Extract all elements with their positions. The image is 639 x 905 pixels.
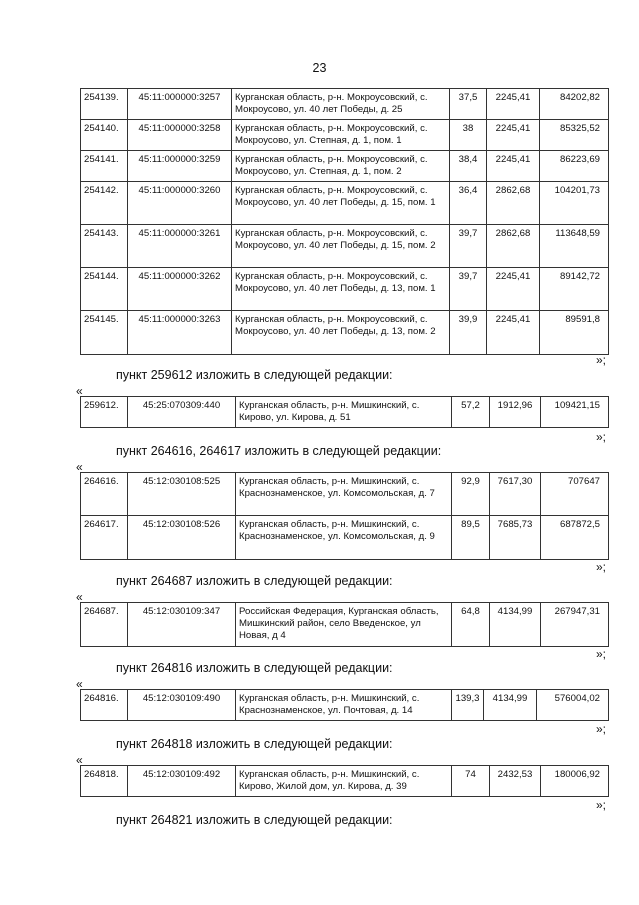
address: Курганская область, р-н. Мишкинский, с. Краснознаменское, ул. Комсомольская, д. 9 — [236, 516, 452, 560]
area: 36,4 — [450, 182, 487, 225]
address: Курганская область, р-н. Мокроусовский, с. Мокроусово, ул. 40 лет Победы, д. 13, пом. 1 — [232, 268, 450, 311]
table-row — [81, 766, 609, 797]
address: Курганская область, р-н. Мокроусовский, с. Мокроусово, ул. 40 лет Победы, д. 15, пом. 1 — [232, 182, 450, 225]
opening-quote: « — [76, 460, 83, 474]
rate: 4134,99 — [490, 603, 541, 647]
total: 267947,31 — [541, 603, 609, 647]
area: 37,5 — [450, 89, 487, 120]
cadastral-number: 45:11:000000:3263 — [128, 311, 232, 355]
opening-quote: « — [76, 753, 83, 767]
total: 576004,02 — [537, 690, 609, 721]
table-row — [81, 397, 609, 428]
closing-quote: »; — [595, 430, 606, 444]
address: Курганская область, р-н. Мокроусовский, с. Мокроусово, ул. 40 лет Победы, д. 25 — [232, 89, 450, 120]
area: 38,4 — [450, 151, 487, 182]
table-row — [81, 225, 609, 268]
rate: 2245,41 — [487, 120, 540, 151]
total: 707647 — [541, 473, 609, 516]
rate: 2245,41 — [487, 89, 540, 120]
row-number: 254144. — [81, 268, 128, 311]
rate: 4134,99 — [484, 690, 537, 721]
cadastral-number: 45:12:030109:492 — [128, 766, 236, 797]
total: 113648,59 — [540, 225, 609, 268]
address: Курганская область, р-н. Мокроусовский, с. Мокроусово, ул. Степная, д. 1, пом. 2 — [232, 151, 450, 182]
rate: 2245,41 — [487, 311, 540, 355]
total: 86223,69 — [540, 151, 609, 182]
paragraph-264818: пункт 264818 изложить в следующей редакции: — [116, 737, 393, 751]
table-1 — [80, 88, 609, 355]
closing-quote: »; — [595, 798, 606, 812]
paragraph-264821: пункт 264821 изложить в следующей редакции: — [116, 813, 393, 827]
cadastral-number: 45:12:030108:525 — [128, 473, 236, 516]
row-number: 254141. — [81, 151, 128, 182]
address: Российская Федерация, Курганская область, Мишкинский район, село Введенское, ул Новая, д 4 — [236, 603, 452, 647]
row-number: 254142. — [81, 182, 128, 225]
paragraph-264687: пункт 264687 изложить в следующей редакции: — [116, 574, 393, 588]
area: 38 — [450, 120, 487, 151]
closing-quote: »; — [595, 647, 606, 661]
table-4 — [80, 602, 609, 647]
area: 92,9 — [452, 473, 490, 516]
paragraph-259612: пункт 259612 изложить в следующей редакции: — [116, 368, 393, 382]
rate: 2245,41 — [487, 268, 540, 311]
address: Курганская область, р-н. Мокроусовский, с. Мокроусово, ул. Степная, д. 1, пом. 1 — [232, 120, 450, 151]
page-number: 23 — [312, 61, 327, 75]
address: Курганская область, р-н. Мишкинский, с. Краснознаменское, ул. Комсомольская, д. 7 — [236, 473, 452, 516]
cadastral-number: 45:11:000000:3261 — [128, 225, 232, 268]
closing-quote: »; — [595, 353, 606, 367]
table-row — [81, 120, 609, 151]
area: 39,9 — [450, 311, 487, 355]
table-row — [81, 89, 609, 120]
cadastral-number: 45:11:000000:3257 — [128, 89, 232, 120]
address: Курганская область, р-н. Мишкинский, с. Кирово, ул. Кирова, д. 51 — [236, 397, 452, 428]
closing-quote: »; — [595, 560, 606, 574]
table-row — [81, 473, 609, 516]
table-2 — [80, 396, 609, 428]
closing-quote: »; — [595, 722, 606, 736]
table-row — [81, 603, 609, 647]
row-number: 254145. — [81, 311, 128, 355]
row-number: 259612. — [81, 397, 128, 428]
total: 104201,73 — [540, 182, 609, 225]
total: 85325,52 — [540, 120, 609, 151]
cadastral-number: 45:25:070309:440 — [128, 397, 236, 428]
total: 180006,92 — [541, 766, 609, 797]
table-row — [81, 516, 609, 560]
paragraph-264816: пункт 264816 изложить в следующей редакции: — [116, 661, 393, 675]
table-row — [81, 182, 609, 225]
cadastral-number: 45:11:000000:3259 — [128, 151, 232, 182]
row-number: 264617. — [81, 516, 128, 560]
opening-quote: « — [76, 677, 83, 691]
table-6 — [80, 765, 609, 797]
total: 109421,15 — [541, 397, 609, 428]
rate: 2245,41 — [487, 151, 540, 182]
opening-quote: « — [76, 384, 83, 398]
row-number: 264616. — [81, 473, 128, 516]
cadastral-number: 45:12:030109:347 — [128, 603, 236, 647]
table-row — [81, 690, 609, 721]
row-number: 264687. — [81, 603, 128, 647]
table-3 — [80, 472, 609, 560]
cadastral-number: 45:11:000000:3262 — [128, 268, 232, 311]
cadastral-number: 45:11:000000:3258 — [128, 120, 232, 151]
area: 57,2 — [452, 397, 490, 428]
rate: 1912,96 — [490, 397, 541, 428]
area: 139,3 — [452, 690, 484, 721]
row-number: 264818. — [81, 766, 128, 797]
total: 89142,72 — [540, 268, 609, 311]
table-5 — [80, 689, 609, 721]
row-number: 254143. — [81, 225, 128, 268]
rate: 7685,73 — [490, 516, 541, 560]
area: 39,7 — [450, 225, 487, 268]
address: Курганская область, р-н. Мишкинский, с. Кирово, Жилой дом, ул. Кирова, д. 39 — [236, 766, 452, 797]
total: 84202,82 — [540, 89, 609, 120]
paragraph-264616-264617: пункт 264616, 264617 изложить в следующей редакции: — [116, 444, 442, 458]
row-number: 254140. — [81, 120, 128, 151]
cadastral-number: 45:12:030109:490 — [128, 690, 236, 721]
table-row — [81, 151, 609, 182]
area: 89,5 — [452, 516, 490, 560]
rate: 7617,30 — [490, 473, 541, 516]
row-number: 264816. — [81, 690, 128, 721]
rate: 2432,53 — [490, 766, 541, 797]
cadastral-number: 45:12:030108:526 — [128, 516, 236, 560]
row-number: 254139. — [81, 89, 128, 120]
address: Курганская область, р-н. Мокроусовский, с. Мокроусово, ул. 40 лет Победы, д. 15, пом. 2 — [232, 225, 450, 268]
total: 89591,8 — [540, 311, 609, 355]
table-row — [81, 268, 609, 311]
rate: 2862,68 — [487, 225, 540, 268]
address: Курганская область, р-н. Мишкинский, с. Краснознаменское, ул. Почтовая, д. 14 — [236, 690, 452, 721]
area: 64,8 — [452, 603, 490, 647]
total: 687872,5 — [541, 516, 609, 560]
cadastral-number: 45:11:000000:3260 — [128, 182, 232, 225]
address: Курганская область, р-н. Мокроусовский, с. Мокроусово, ул. 40 лет Победы, д. 13, пом. 2 — [232, 311, 450, 355]
opening-quote: « — [76, 590, 83, 604]
rate: 2862,68 — [487, 182, 540, 225]
table-row — [81, 311, 609, 355]
area: 39,7 — [450, 268, 487, 311]
area: 74 — [452, 766, 490, 797]
